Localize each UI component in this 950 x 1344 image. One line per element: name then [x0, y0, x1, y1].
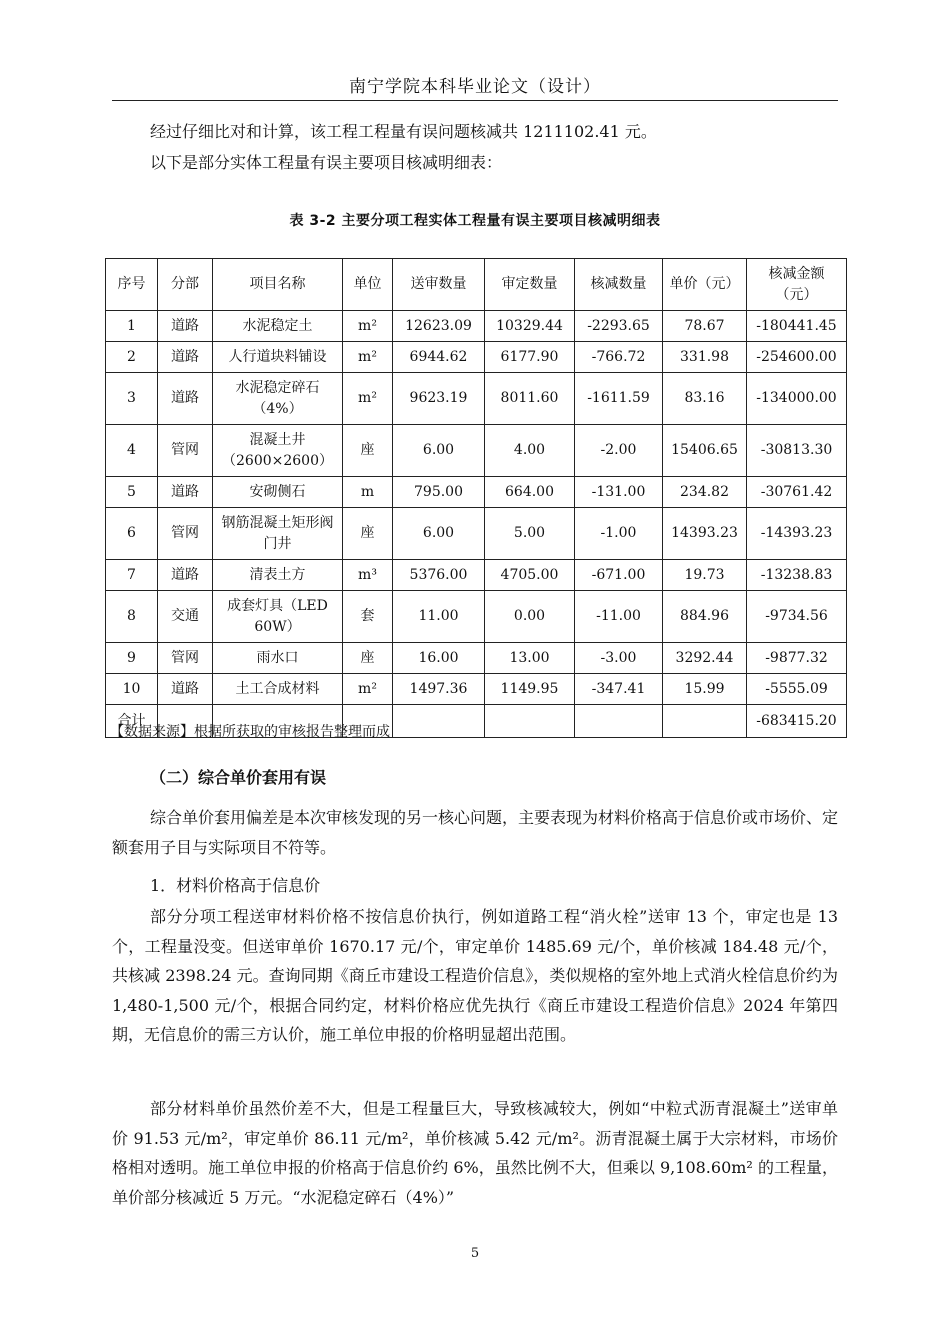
table-header-row: [106, 259, 847, 311]
cell-approved-qty: 1149.95: [485, 674, 575, 705]
cell-deducted-amount: -9877.32: [747, 643, 847, 674]
body-paragraph-3: 部分材料单价虽然价差不大，但是工程量巨大，导致核减较大，例如“中粒式沥青混凝土”送审单价 91.53 元/m²，审定单价 86.11 元/m²，单价核减 5.42 元/m²。沥青混凝土属于大宗材料，市场价格相对透明。施工单位申报的价格高于信息价约 6%，虽然比例不大，但乘以 9,108.60m² 的工程量，单价部分核减近 5 万元。“水泥稳定碎石（4%）”: [112, 1099, 838, 1207]
cell-item-name: 水泥稳定碎石（4%）: [213, 373, 343, 425]
cell-unit-price: 15406.65: [663, 425, 747, 477]
cell-index: 8: [106, 591, 158, 643]
cell-submitted-qty: 12623.09: [393, 311, 485, 342]
cell-deducted-amount: -134000.00: [747, 373, 847, 425]
cell-deducted-qty: -1.00: [575, 508, 663, 560]
cell-deducted-qty: -2.00: [575, 425, 663, 477]
cell-unit-price: 14393.23: [663, 508, 747, 560]
cell-approved-qty: 0.00: [485, 591, 575, 643]
cell-unit-price: 19.73: [663, 560, 747, 591]
cell-unit: m³: [343, 560, 393, 591]
table-row: [106, 477, 847, 508]
cell-deducted-amount: -9734.56: [747, 591, 847, 643]
cell-index: 5: [106, 477, 158, 508]
cell-approved-qty: 8011.60: [485, 373, 575, 425]
cell-section: 管网: [158, 425, 213, 477]
total-empty-cell: [575, 705, 663, 738]
table-row: [106, 560, 847, 591]
total-empty-cell: [393, 705, 485, 738]
cell-submitted-qty: 5376.00: [393, 560, 485, 591]
data-source-note: 【数据来源】根据所获取的审核报告整理而成: [110, 724, 390, 740]
cell-submitted-qty: 6944.62: [393, 342, 485, 373]
cell-item-name: 安砌侧石: [213, 477, 343, 508]
cell-section: 道路: [158, 560, 213, 591]
table-row: [106, 342, 847, 373]
col-header-deducted-amount: 核减金额（元）: [747, 259, 847, 311]
cell-deducted-qty: -131.00: [575, 477, 663, 508]
cell-deducted-qty: -1611.59: [575, 373, 663, 425]
cell-section: 管网: [158, 643, 213, 674]
cell-unit-price: 234.82: [663, 477, 747, 508]
header-rule: [112, 100, 838, 101]
cell-approved-qty: 10329.44: [485, 311, 575, 342]
deduction-table: [105, 258, 847, 738]
cell-unit: m²: [343, 674, 393, 705]
cell-index: 1: [106, 311, 158, 342]
cell-approved-qty: 4.00: [485, 425, 575, 477]
cell-unit-price: 78.67: [663, 311, 747, 342]
cell-unit: 座: [343, 643, 393, 674]
cell-unit-price: 3292.44: [663, 643, 747, 674]
intro-paragraph-2: 以下是部分实体工程量有误主要项目核减明细表：: [150, 153, 503, 172]
cell-item-name: 雨水口: [213, 643, 343, 674]
cell-deducted-qty: -3.00: [575, 643, 663, 674]
cell-unit: 座: [343, 425, 393, 477]
cell-deducted-amount: -254600.00: [747, 342, 847, 373]
col-header-index: 序号: [106, 259, 158, 311]
cell-section: 道路: [158, 342, 213, 373]
cell-submitted-qty: 16.00: [393, 643, 485, 674]
cell-index: 7: [106, 560, 158, 591]
cell-section: 道路: [158, 311, 213, 342]
cell-unit-price: 884.96: [663, 591, 747, 643]
cell-deducted-amount: -13238.83: [747, 560, 847, 591]
total-value: -683415.20: [747, 705, 847, 738]
cell-submitted-qty: 1497.36: [393, 674, 485, 705]
cell-deducted-amount: -30813.30: [747, 425, 847, 477]
col-header-section: 分部: [158, 259, 213, 311]
cell-deducted-amount: -14393.23: [747, 508, 847, 560]
cell-item-name: 钢筋混凝土矩形阀门井: [213, 508, 343, 560]
cell-item-name: 土工合成材料: [213, 674, 343, 705]
cell-deducted-qty: -2293.65: [575, 311, 663, 342]
body-paragraph-2: 部分分项工程送审材料价格不按信息价执行，例如道路工程“消火栓”送审 13 个，审定也是 13 个，工程量没变。但送审单价 1670.17 元/个，审定单价 1485.69 元/个，单价核减 184.48 元/个，共核减 2398.24 元。查询同期《商丘市建设工程造价信息》，类似规格的室外地上式消火栓信息价约为 1,480-1,500 元/个，根据合同约定，材料价格应优先执行《商丘市建设工程造价信息》2024 年第四期，无信息价的需三方认价，施工单位申报的价格明显超出范围。: [112, 907, 838, 1044]
table-row: [106, 508, 847, 560]
table-row: [106, 643, 847, 674]
cell-item-name: 成套灯具（LED 60W）: [213, 591, 343, 643]
running-header: 南宁学院本科毕业论文（设计）: [349, 77, 601, 97]
cell-approved-qty: 4705.00: [485, 560, 575, 591]
table-row: [106, 674, 847, 705]
section-subheading: （二）综合单价套用有误: [150, 768, 327, 787]
cell-unit: m²: [343, 311, 393, 342]
cell-submitted-qty: 9623.19: [393, 373, 485, 425]
cell-unit: m: [343, 477, 393, 508]
cell-item-name: 混凝土井（2600×2600）: [213, 425, 343, 477]
cell-item-name: 水泥稳定土: [213, 311, 343, 342]
cell-submitted-qty: 6.00: [393, 425, 485, 477]
cell-deducted-amount: -30761.42: [747, 477, 847, 508]
cell-deducted-amount: -5555.09: [747, 674, 847, 705]
cell-index: 10: [106, 674, 158, 705]
cell-section: 道路: [158, 373, 213, 425]
cell-submitted-qty: 6.00: [393, 508, 485, 560]
col-header-unit-price: 单价（元）: [663, 259, 747, 311]
cell-deducted-qty: -347.41: [575, 674, 663, 705]
cell-index: 6: [106, 508, 158, 560]
cell-unit: m²: [343, 373, 393, 425]
table-caption: 表 3-2 主要分项工程实体工程量有误主要项目核减明细表: [289, 213, 661, 229]
col-header-item: 项目名称: [213, 259, 343, 311]
cell-deducted-qty: -766.72: [575, 342, 663, 373]
cell-section: 交通: [158, 591, 213, 643]
cell-item-name: 清表土方: [213, 560, 343, 591]
table-row: [106, 591, 847, 643]
cell-approved-qty: 6177.90: [485, 342, 575, 373]
cell-unit: 套: [343, 591, 393, 643]
cell-section: 道路: [158, 674, 213, 705]
table-row: [106, 373, 847, 425]
body-paragraph-1: 综合单价套用偏差是本次审核发现的另一核心问题，主要表现为材料价格高于信息价或市场价、定额套用子目与实际项目不符等。: [112, 808, 839, 857]
numbered-subheading: 1．材料价格高于信息价: [150, 876, 321, 895]
cell-approved-qty: 664.00: [485, 477, 575, 508]
cell-approved-qty: 5.00: [485, 508, 575, 560]
col-header-submitted-qty: 送审数量: [393, 259, 485, 311]
cell-section: 管网: [158, 508, 213, 560]
cell-unit: m²: [343, 342, 393, 373]
cell-unit-price: 331.98: [663, 342, 747, 373]
cell-index: 9: [106, 643, 158, 674]
cell-deducted-qty: -11.00: [575, 591, 663, 643]
intro-paragraph-1: 经过仔细比对和计算，该工程工程量有误问题核减共 1211102.41 元。: [150, 122, 657, 141]
total-label: 合计: [106, 705, 158, 738]
cell-item-name: 人行道块料铺设: [213, 342, 343, 373]
cell-section: 道路: [158, 477, 213, 508]
cell-approved-qty: 13.00: [485, 643, 575, 674]
table-row: [106, 425, 847, 477]
col-header-unit: 单位: [343, 259, 393, 311]
table-row: [106, 311, 847, 342]
cell-submitted-qty: 795.00: [393, 477, 485, 508]
col-header-approved-qty: 审定数量: [485, 259, 575, 311]
cell-index: 3: [106, 373, 158, 425]
page-number: 5: [470, 1246, 480, 1261]
total-empty-cell: [485, 705, 575, 738]
cell-unit-price: 83.16: [663, 373, 747, 425]
cell-index: 4: [106, 425, 158, 477]
cell-submitted-qty: 11.00: [393, 591, 485, 643]
cell-index: 2: [106, 342, 158, 373]
cell-deducted-amount: -180441.45: [747, 311, 847, 342]
cell-deducted-qty: -671.00: [575, 560, 663, 591]
cell-unit: 座: [343, 508, 393, 560]
total-empty-cell: [663, 705, 747, 738]
cell-unit-price: 15.99: [663, 674, 747, 705]
col-header-deducted-qty: 核减数量: [575, 259, 663, 311]
